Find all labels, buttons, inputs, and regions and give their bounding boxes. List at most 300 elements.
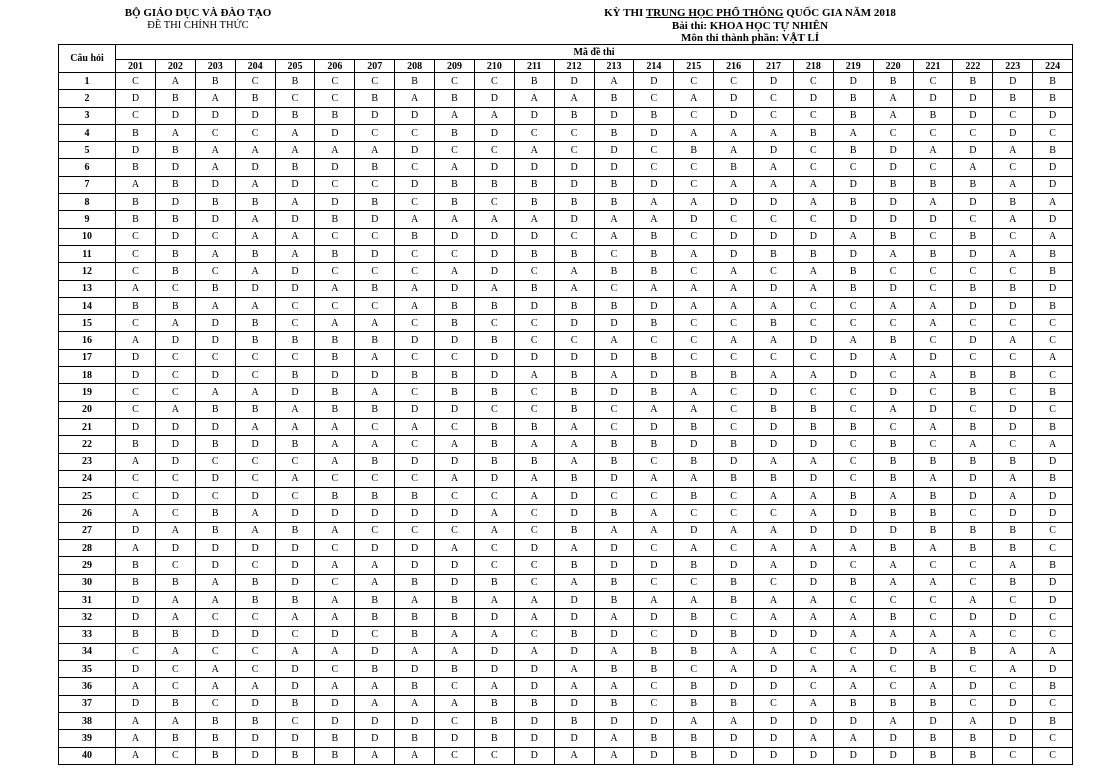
- answer-cell: B: [634, 643, 674, 660]
- question-number: 31: [59, 591, 116, 608]
- answer-cell: D: [554, 609, 594, 626]
- answer-cell: B: [554, 626, 594, 643]
- answer-cell: A: [714, 643, 754, 660]
- answer-cell: D: [634, 73, 674, 90]
- answer-cell: C: [873, 418, 913, 435]
- answer-cell: C: [674, 176, 714, 193]
- answer-cell: A: [155, 73, 195, 90]
- answer-cell: A: [993, 470, 1033, 487]
- answer-cell: B: [913, 488, 953, 505]
- answer-cell: B: [395, 730, 435, 747]
- answer-cell: C: [953, 124, 993, 141]
- exam-code-221: 221: [913, 60, 953, 73]
- answer-cell: B: [395, 73, 435, 90]
- answer-cell: B: [315, 107, 355, 124]
- answer-cell: C: [993, 384, 1033, 401]
- answer-cell: B: [435, 367, 475, 384]
- answer-cell: B: [395, 609, 435, 626]
- answer-cell: B: [395, 488, 435, 505]
- answer-cell: D: [395, 332, 435, 349]
- answer-cell: D: [754, 678, 794, 695]
- answer-cell: B: [594, 436, 634, 453]
- answer-cell: A: [993, 643, 1033, 660]
- answer-cell: C: [833, 436, 873, 453]
- answer-cell: C: [674, 315, 714, 332]
- answer-cell: A: [873, 488, 913, 505]
- answer-cell: D: [1033, 211, 1073, 228]
- answer-cell: A: [474, 522, 514, 539]
- answer-cell: C: [435, 747, 475, 764]
- answer-cell: A: [953, 626, 993, 643]
- table-row: [59, 142, 1073, 159]
- answer-cell: D: [993, 609, 1033, 626]
- answer-cell: C: [674, 159, 714, 176]
- answer-cell: A: [116, 540, 156, 557]
- table-row: [59, 384, 1073, 401]
- answer-cell: C: [474, 73, 514, 90]
- answer-cell: A: [355, 574, 395, 591]
- answer-cell: B: [754, 315, 794, 332]
- answer-cell: C: [714, 349, 754, 366]
- answer-cell: C: [395, 263, 435, 280]
- answer-cell: A: [674, 401, 714, 418]
- answer-cell: D: [514, 159, 554, 176]
- answer-cell: C: [594, 488, 634, 505]
- answer-cell: C: [993, 349, 1033, 366]
- answer-cell: D: [435, 557, 475, 574]
- answer-cell: A: [355, 695, 395, 712]
- answer-cell: D: [514, 228, 554, 245]
- answer-cell: C: [155, 367, 195, 384]
- answer-cell: A: [754, 540, 794, 557]
- answer-cell: C: [793, 107, 833, 124]
- answer-cell: B: [1033, 470, 1073, 487]
- answer-cell: D: [1033, 453, 1073, 470]
- table-row: [59, 349, 1073, 366]
- answer-cell: C: [594, 245, 634, 262]
- answer-cell: D: [754, 436, 794, 453]
- answer-cell: D: [514, 678, 554, 695]
- answer-cell: A: [754, 367, 794, 384]
- table-row: [59, 73, 1073, 90]
- table-row: [59, 730, 1073, 747]
- answer-cell: D: [435, 401, 475, 418]
- answer-cell: B: [315, 349, 355, 366]
- answer-cell: B: [594, 505, 634, 522]
- answer-cell: C: [275, 297, 315, 314]
- answer-cell: B: [155, 142, 195, 159]
- answer-cell: B: [275, 332, 315, 349]
- answer-cell: A: [833, 609, 873, 626]
- header-right: [560, 7, 940, 45]
- answer-cell: C: [275, 712, 315, 729]
- answer-cell: D: [514, 107, 554, 124]
- answer-cell: C: [953, 661, 993, 678]
- answer-cell: C: [714, 315, 754, 332]
- answer-cell: A: [913, 626, 953, 643]
- answer-cell: D: [116, 522, 156, 539]
- table-row: [59, 747, 1073, 764]
- table-row: [59, 488, 1073, 505]
- answer-cell: C: [116, 643, 156, 660]
- answer-cell: C: [913, 332, 953, 349]
- answer-cell: C: [235, 453, 275, 470]
- answer-cell: D: [474, 263, 514, 280]
- table-row: [59, 661, 1073, 678]
- answer-cell: D: [594, 470, 634, 487]
- question-number: 12: [59, 263, 116, 280]
- answer-cell: D: [474, 245, 514, 262]
- answer-cell: C: [993, 678, 1033, 695]
- answer-cell: B: [355, 609, 395, 626]
- answer-cell: A: [315, 522, 355, 539]
- answer-cell: C: [275, 488, 315, 505]
- answer-cell: D: [275, 211, 315, 228]
- answer-cell: A: [833, 626, 873, 643]
- answer-cell: A: [594, 609, 634, 626]
- exam-code-222: 222: [953, 60, 993, 73]
- answer-cell: B: [993, 90, 1033, 107]
- answer-cell: C: [913, 228, 953, 245]
- answer-cell: A: [754, 453, 794, 470]
- answer-cell: A: [474, 678, 514, 695]
- answer-cell: C: [913, 609, 953, 626]
- answer-cell: D: [195, 211, 235, 228]
- answer-cell: D: [993, 505, 1033, 522]
- answer-cell: C: [275, 349, 315, 366]
- answer-cell: D: [155, 228, 195, 245]
- answer-cell: C: [953, 211, 993, 228]
- answer-cell: D: [873, 211, 913, 228]
- answer-cell: A: [793, 505, 833, 522]
- answer-cell: B: [315, 730, 355, 747]
- answer-cell: D: [993, 401, 1033, 418]
- answer-cell: B: [155, 211, 195, 228]
- answer-cell: C: [833, 453, 873, 470]
- answer-cell: A: [116, 280, 156, 297]
- answer-cell: B: [674, 142, 714, 159]
- answer-cell: A: [793, 695, 833, 712]
- official-exam-label: ĐỀ THI CHÍNH THỨC: [147, 20, 249, 31]
- answer-cell: C: [873, 315, 913, 332]
- answer-cell: C: [474, 401, 514, 418]
- answer-cell: B: [873, 176, 913, 193]
- answer-cell: C: [275, 90, 315, 107]
- answer-cell: C: [1033, 332, 1073, 349]
- answer-cell: C: [674, 263, 714, 280]
- answer-cell: B: [474, 712, 514, 729]
- answer-cell: D: [474, 609, 514, 626]
- answer-cell: A: [1033, 194, 1073, 211]
- answer-cell: B: [594, 297, 634, 314]
- answer-cell: B: [873, 228, 913, 245]
- answer-cell: D: [993, 124, 1033, 141]
- answer-cell: D: [116, 142, 156, 159]
- answer-cell: A: [355, 349, 395, 366]
- answer-cell: C: [674, 107, 714, 124]
- answer-cell: C: [315, 574, 355, 591]
- answer-cell: B: [355, 401, 395, 418]
- answer-cell: D: [793, 332, 833, 349]
- answer-cell: D: [275, 557, 315, 574]
- answer-cell: A: [674, 540, 714, 557]
- answer-cell: A: [116, 712, 156, 729]
- answer-cell: B: [993, 522, 1033, 539]
- answer-cell: A: [714, 142, 754, 159]
- answer-cell: A: [235, 263, 275, 280]
- answer-cell: A: [195, 384, 235, 401]
- answer-cell: A: [953, 712, 993, 729]
- answer-cell: D: [395, 453, 435, 470]
- answer-cell: B: [235, 315, 275, 332]
- question-number: 2: [59, 90, 116, 107]
- answer-cell: C: [754, 695, 794, 712]
- answer-cell: C: [1033, 522, 1073, 539]
- answer-cell: B: [315, 332, 355, 349]
- answer-cell: A: [873, 626, 913, 643]
- answer-cell: B: [594, 176, 634, 193]
- answer-cell: D: [514, 747, 554, 764]
- answer-cell: A: [116, 332, 156, 349]
- answer-cell: A: [355, 747, 395, 764]
- answer-cell: A: [435, 211, 475, 228]
- answer-cell: B: [435, 90, 475, 107]
- answer-cell: D: [275, 176, 315, 193]
- question-number: 37: [59, 695, 116, 712]
- answer-cell: D: [953, 194, 993, 211]
- answer-cell: A: [634, 280, 674, 297]
- answer-cell: D: [793, 470, 833, 487]
- answer-cell: D: [793, 557, 833, 574]
- question-number: 21: [59, 418, 116, 435]
- answer-cell: C: [793, 142, 833, 159]
- answer-cell: D: [355, 505, 395, 522]
- exam-title: KỲ THI TRUNG HỌC PHỔ THÔNG QUỐC GIA NĂM 2018: [604, 7, 896, 19]
- answer-cell: B: [474, 332, 514, 349]
- answer-cell: A: [155, 522, 195, 539]
- answer-cell: C: [235, 609, 275, 626]
- answer-cell: B: [275, 591, 315, 608]
- answer-cell: C: [514, 574, 554, 591]
- answer-cell: B: [953, 280, 993, 297]
- answer-cell: A: [873, 401, 913, 418]
- question-number: 17: [59, 349, 116, 366]
- answer-cell: A: [754, 297, 794, 314]
- table-row: [59, 280, 1073, 297]
- answer-cell: B: [674, 488, 714, 505]
- answer-cell: C: [195, 488, 235, 505]
- answer-cell: B: [993, 280, 1033, 297]
- answer-cell: A: [155, 609, 195, 626]
- answer-cell: B: [833, 695, 873, 712]
- answer-cell: D: [594, 315, 634, 332]
- answer-cell: D: [1033, 159, 1073, 176]
- answer-cell: D: [913, 211, 953, 228]
- answer-cell: C: [355, 176, 395, 193]
- answer-cell: B: [435, 297, 475, 314]
- answer-cell: A: [793, 730, 833, 747]
- answer-cell: B: [155, 730, 195, 747]
- exam-code-208: 208: [395, 60, 435, 73]
- answer-cell: B: [634, 263, 674, 280]
- answer-cell: D: [594, 712, 634, 729]
- answer-cell: D: [474, 90, 514, 107]
- answer-cell: D: [913, 90, 953, 107]
- answer-cell: C: [514, 522, 554, 539]
- answer-cell: B: [155, 263, 195, 280]
- table-row: [59, 540, 1073, 557]
- answer-cell: A: [993, 211, 1033, 228]
- answer-cell: C: [873, 661, 913, 678]
- answer-cell: A: [315, 418, 355, 435]
- answer-cell: A: [435, 263, 475, 280]
- answer-cell: D: [754, 73, 794, 90]
- answer-cell: D: [793, 228, 833, 245]
- answer-cell: C: [793, 297, 833, 314]
- answer-cell: B: [993, 367, 1033, 384]
- answer-cell: D: [953, 678, 993, 695]
- question-number: 20: [59, 401, 116, 418]
- answer-cell: A: [674, 194, 714, 211]
- answer-cell: C: [634, 695, 674, 712]
- answer-cell: D: [355, 712, 395, 729]
- answer-cell: A: [514, 142, 554, 159]
- answer-cell: B: [514, 695, 554, 712]
- question-number: 33: [59, 626, 116, 643]
- answer-cell: A: [634, 591, 674, 608]
- answer-cell: A: [435, 470, 475, 487]
- answer-cell: D: [315, 505, 355, 522]
- answer-cell: C: [833, 643, 873, 660]
- answer-cell: C: [554, 332, 594, 349]
- answer-cell: C: [235, 349, 275, 366]
- answer-cell: A: [754, 643, 794, 660]
- answer-cell: B: [833, 574, 873, 591]
- table-row: [59, 367, 1073, 384]
- answer-cell: B: [754, 401, 794, 418]
- answer-cell: B: [116, 297, 156, 314]
- answer-cell: A: [514, 211, 554, 228]
- answer-rows: [59, 73, 1073, 765]
- answer-cell: C: [594, 418, 634, 435]
- answer-cell: C: [474, 194, 514, 211]
- answer-cell: A: [1033, 228, 1073, 245]
- exam-code-214: 214: [634, 60, 674, 73]
- answer-cell: B: [993, 574, 1033, 591]
- answer-cell: A: [714, 522, 754, 539]
- answer-cell: C: [674, 73, 714, 90]
- answer-cell: A: [993, 488, 1033, 505]
- table-header-row: [59, 45, 1073, 60]
- answer-cell: B: [554, 245, 594, 262]
- answer-cell: B: [235, 401, 275, 418]
- question-number: 24: [59, 470, 116, 487]
- answer-cell: A: [674, 712, 714, 729]
- answer-cell: B: [913, 747, 953, 764]
- answer-cell: C: [275, 626, 315, 643]
- answer-cell: D: [674, 626, 714, 643]
- answer-cell: A: [793, 263, 833, 280]
- answer-cell: A: [754, 159, 794, 176]
- answer-cell: C: [116, 384, 156, 401]
- answer-cell: A: [554, 418, 594, 435]
- answer-cell: A: [754, 332, 794, 349]
- answer-cell: D: [195, 107, 235, 124]
- answer-cell: A: [235, 384, 275, 401]
- answer-cell: B: [554, 107, 594, 124]
- answer-cell: B: [873, 470, 913, 487]
- answer-cell: C: [155, 678, 195, 695]
- answer-cell: A: [793, 661, 833, 678]
- answer-cell: D: [714, 453, 754, 470]
- answer-cell: C: [1033, 540, 1073, 557]
- answer-cell: D: [754, 228, 794, 245]
- answer-cell: B: [195, 73, 235, 90]
- question-number: 28: [59, 540, 116, 557]
- answer-cell: A: [873, 557, 913, 574]
- answer-cell: C: [355, 73, 395, 90]
- answer-cell: C: [514, 315, 554, 332]
- answer-cell: C: [833, 591, 873, 608]
- answer-cell: B: [634, 384, 674, 401]
- answer-cell: D: [993, 695, 1033, 712]
- answer-cell: A: [833, 678, 873, 695]
- answer-cell: C: [634, 540, 674, 557]
- answer-cell: A: [714, 263, 754, 280]
- answer-cell: B: [873, 609, 913, 626]
- answer-cell: A: [395, 280, 435, 297]
- answer-cell: B: [435, 384, 475, 401]
- answer-cell: C: [953, 349, 993, 366]
- answer-cell: A: [116, 505, 156, 522]
- answer-cell: C: [116, 263, 156, 280]
- answer-cell: C: [275, 315, 315, 332]
- answer-cell: A: [195, 245, 235, 262]
- answer-cell: B: [913, 453, 953, 470]
- answer-cell: B: [714, 591, 754, 608]
- answer-cell: C: [913, 263, 953, 280]
- answer-cell: C: [155, 349, 195, 366]
- answer-cell: C: [833, 384, 873, 401]
- answer-cell: B: [435, 194, 475, 211]
- answer-cell: A: [634, 211, 674, 228]
- answer-cell: D: [116, 591, 156, 608]
- answer-cell: C: [594, 401, 634, 418]
- answer-cell: A: [594, 747, 634, 764]
- answer-cell: C: [514, 626, 554, 643]
- answer-cell: A: [195, 661, 235, 678]
- answer-cell: B: [1033, 73, 1073, 90]
- answer-cell: D: [514, 297, 554, 314]
- answer-cell: A: [355, 557, 395, 574]
- answer-cell: C: [435, 712, 475, 729]
- table-row: [59, 124, 1073, 141]
- answer-cell: D: [714, 194, 754, 211]
- answer-cell: C: [195, 124, 235, 141]
- answer-cell: A: [993, 245, 1033, 262]
- table-row: [59, 522, 1073, 539]
- answer-cell: A: [754, 591, 794, 608]
- answer-cell: D: [474, 159, 514, 176]
- answer-cell: D: [833, 245, 873, 262]
- answer-cell: C: [355, 470, 395, 487]
- answer-cell: C: [395, 384, 435, 401]
- answer-cell: A: [913, 315, 953, 332]
- answer-cell: D: [634, 367, 674, 384]
- answer-cell: C: [754, 263, 794, 280]
- question-number: 4: [59, 124, 116, 141]
- answer-cell: C: [554, 142, 594, 159]
